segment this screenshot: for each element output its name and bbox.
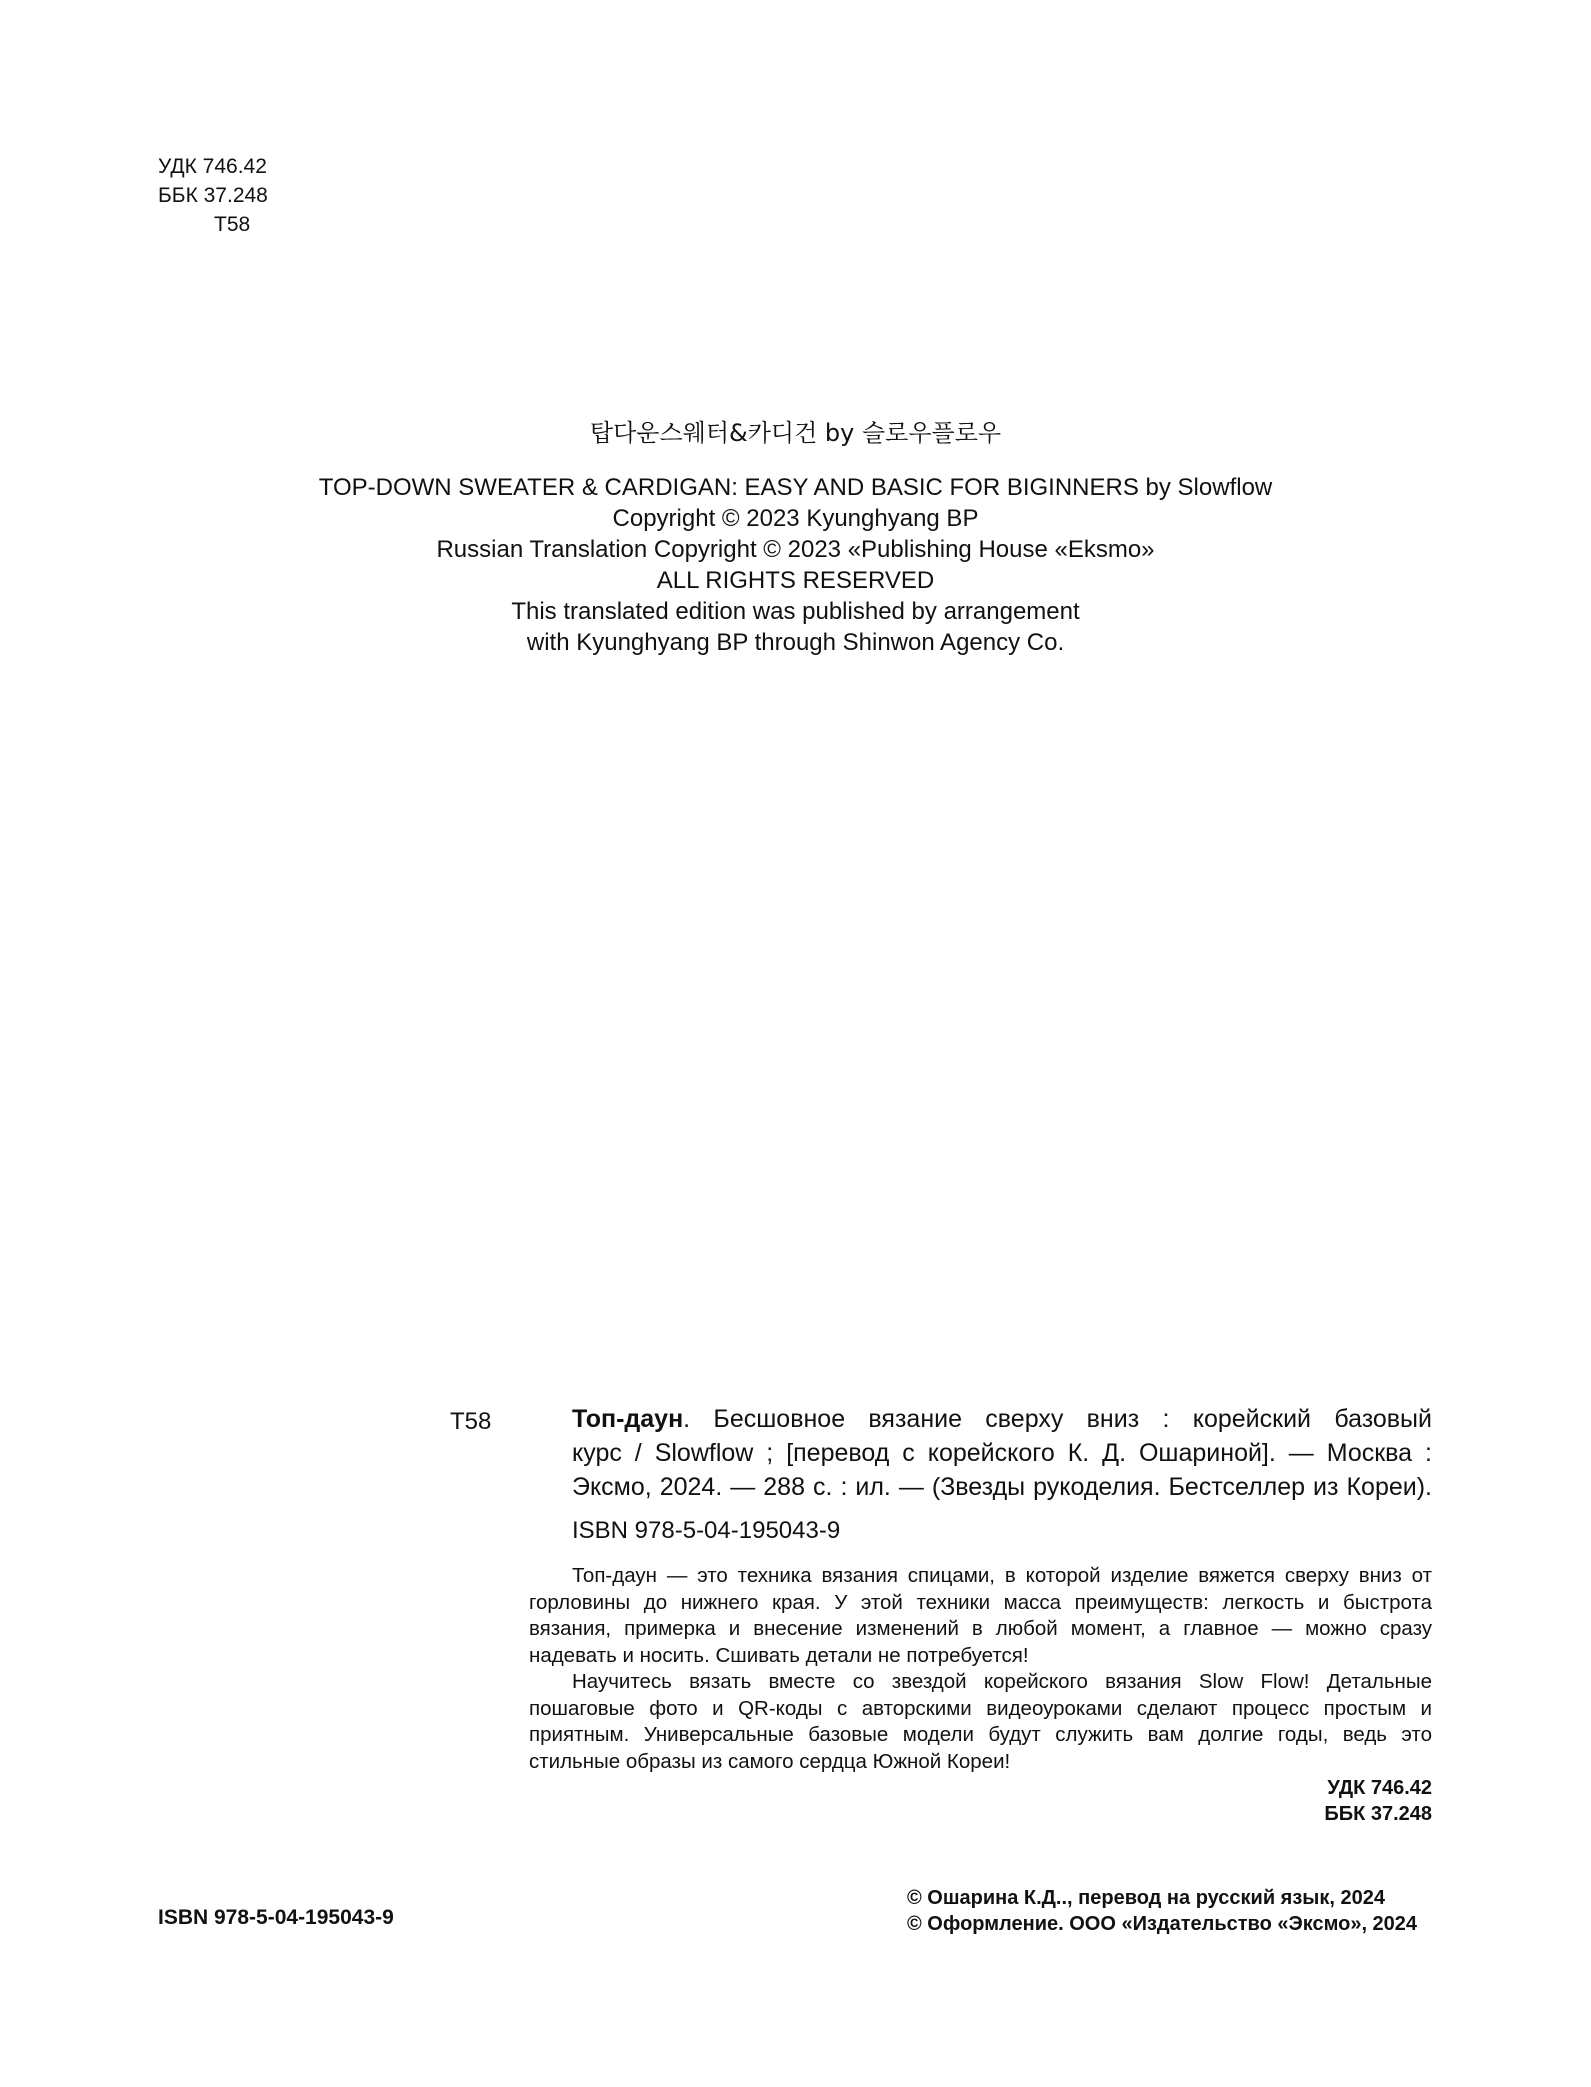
abstract-udk: УДК 746.42 [1327, 1777, 1432, 1799]
copyright-block [907, 1885, 1417, 1937]
abstract-block [529, 1563, 1432, 1775]
bibliographic-catalog-number: Т58 [450, 1408, 492, 1435]
copyright-design: © Оформление. ООО «Издательство «Эксмо», 2024 [907, 1913, 1418, 1935]
bibliographic-line-1 [572, 1402, 1432, 1436]
korean-title: 탑다운스웨터&카디건 by 슬로우플로우 [589, 419, 1002, 447]
catalog-codes-block [158, 152, 268, 239]
abstract-paragraph-2: Научитесь вязать вместе со звездой корейского вязания Slow Flow! Детальные пошаговые фото и QR-коды с авторскими видеоуроками сделают процесс простым и приятным. Универсальные базовые модели будут служить вам долгие годы, ведь это стильные образы из самого сердца Южной Кореи! [529, 1670, 1432, 1773]
copyright-translation: © Ошарина К.Д.., перевод на русский язык, 2024 [907, 1887, 1385, 1909]
rights-reserved: ALL RIGHTS RESERVED [656, 567, 935, 594]
rights-arrangement-line2: with Kyunghyang BP through Shinwon Agency Co. [526, 629, 1065, 656]
rights-original-title: TOP-DOWN SWEATER & CARDIGAN: EASY AND BASIC FOR BIGINNERS by Slowflow [318, 474, 1273, 501]
rights-translation-copyright: Russian Translation Copyright © 2023 «Publishing House «Eksmo» [436, 536, 1155, 563]
footer-isbn: ISBN 978-5-04-195043-9 [158, 1906, 394, 1929]
rights-copyright: Copyright © 2023 Kyunghyang BP [612, 505, 979, 532]
book-subtitle: . Бесшовное вязание сверху вниз : корейский базовый [683, 1405, 1432, 1433]
bibliographic-record [572, 1402, 1432, 1504]
udk-code: УДК 746.42 [158, 155, 267, 178]
bibliographic-line-3: Эксмо, 2024. — 288 с. : ил. — (Звезды рукоделия. Бестселлер из Кореи). [572, 1473, 1432, 1501]
abstract-bbk: ББК 37.248 [1324, 1803, 1432, 1825]
rights-block [240, 416, 1351, 658]
bibliographic-line-2: курс / Slowflow ; [перевод с корейского К. Д. Ошариной]. — Москва : [572, 1439, 1432, 1467]
abstract-codes [1324, 1775, 1432, 1827]
book-title: Топ-даун [572, 1405, 684, 1433]
rights-arrangement-line1: This translated edition was published by arrangement [511, 598, 1080, 625]
bbk-code: ББК 37.248 [158, 184, 268, 207]
author-mark: Т58 [214, 213, 251, 236]
abstract-paragraph-1: Топ-даун — это техника вязания спицами, в которой изделие вяжется сверху вниз от горловины до нижнего края. У этой техники масса преимуществ: легкость и быстрота вязания, примерка и внесение изменений в любой момент, а главное — можно сразу надевать и носить. Сшивать детали не потребуется! [529, 1564, 1432, 1667]
bibliographic-isbn: ISBN 978-5-04-195043-9 [572, 1517, 841, 1544]
